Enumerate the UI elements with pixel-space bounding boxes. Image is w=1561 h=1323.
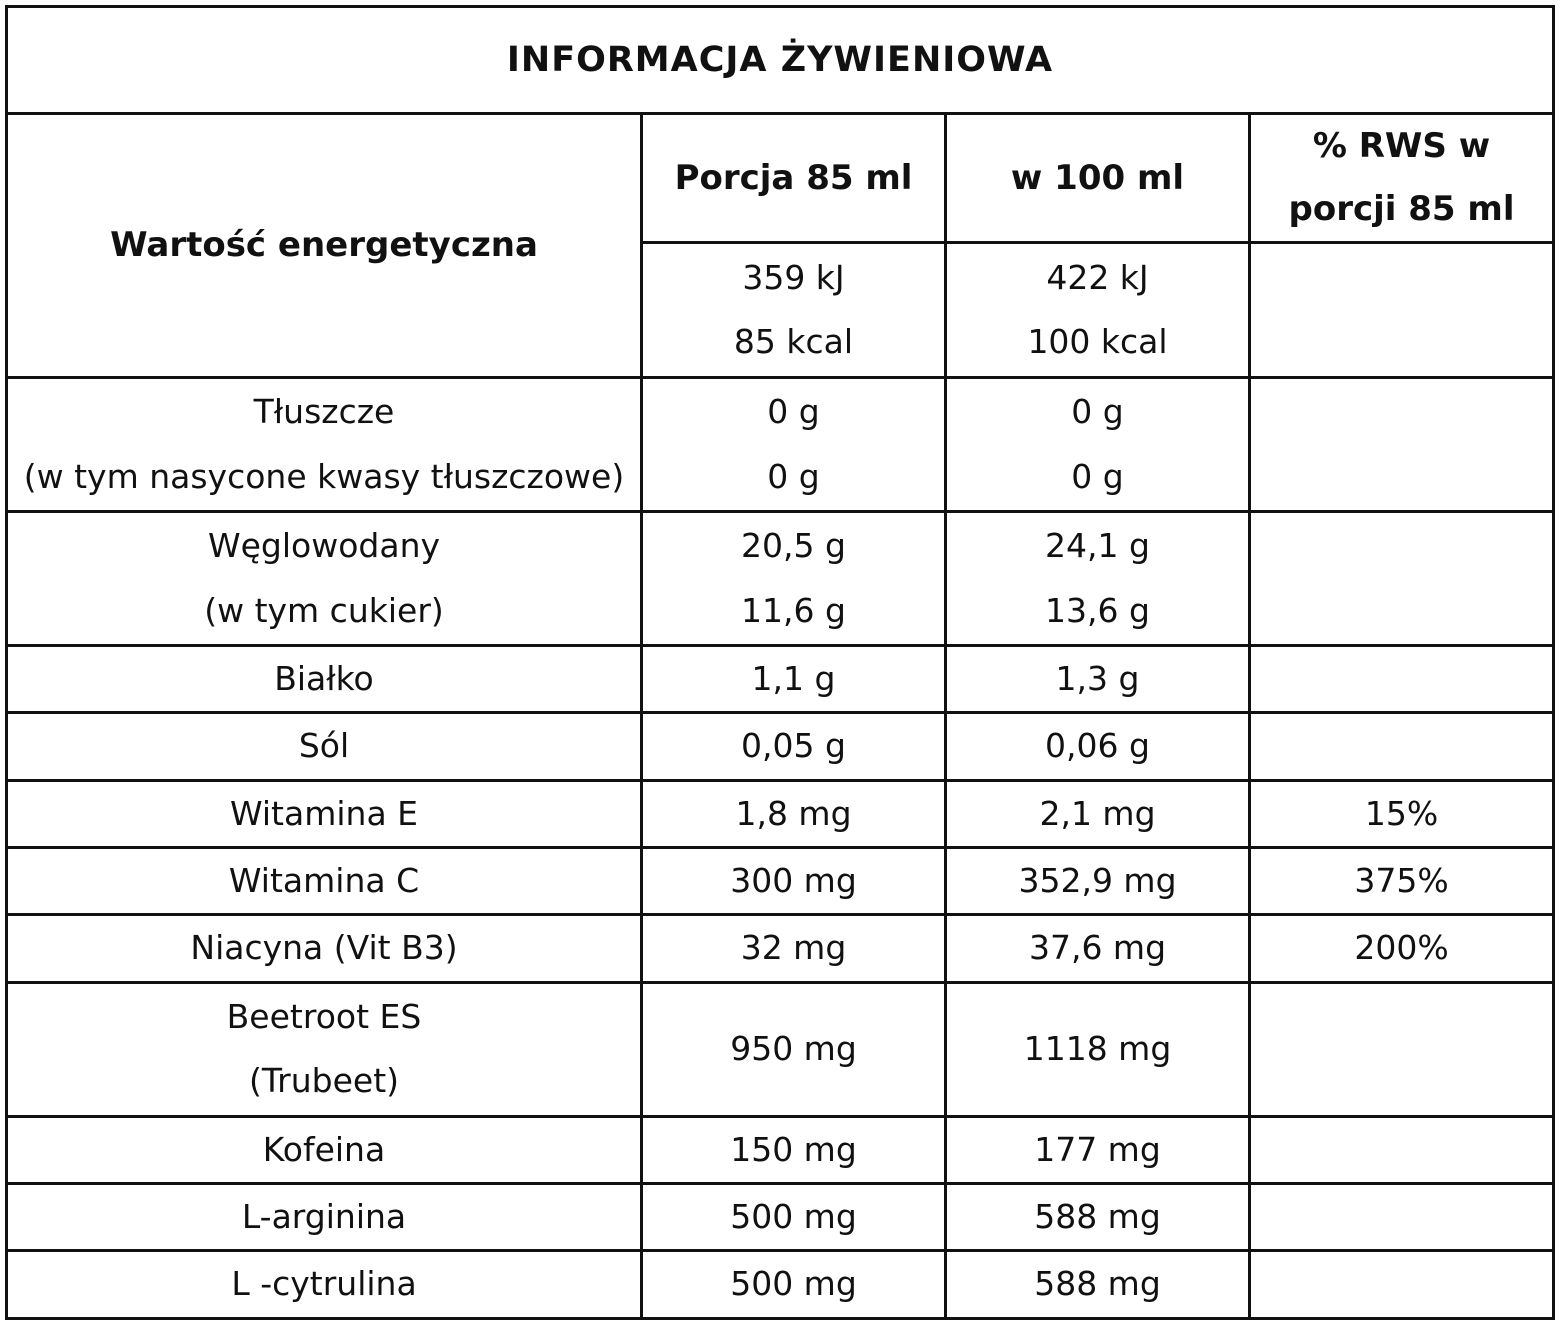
row-per100: 2,1 mg — [946, 780, 1250, 847]
table-row — [7, 982, 1554, 1116]
table-row — [7, 1116, 1554, 1183]
row-rws — [1250, 646, 1554, 713]
header-per100: w 100 ml — [946, 114, 1250, 243]
row-per100: 0,06 g — [946, 713, 1250, 780]
row-label — [7, 378, 642, 512]
row-rws — [1250, 1251, 1554, 1318]
row-portion: 32 mg — [642, 915, 946, 982]
table-row — [7, 1184, 1554, 1251]
row-portion: 300 mg — [642, 848, 946, 915]
row-portion: 150 mg — [642, 1116, 946, 1183]
row-rws — [1250, 982, 1554, 1116]
row-label — [7, 512, 642, 646]
row-per100: 1,3 g — [946, 646, 1250, 713]
row-portion: 1,8 mg — [642, 780, 946, 847]
header-portion: Porcja 85 ml — [642, 114, 946, 243]
row-per100-main: 24,1 g — [1045, 526, 1150, 566]
row-label-sub: (w tym cukier) — [204, 590, 444, 630]
row-label-main: Tłuszcze — [253, 392, 395, 432]
energy-per100-cell — [946, 243, 1250, 378]
row-label: Witamina C — [7, 848, 642, 915]
row-portion — [642, 378, 946, 512]
table-row — [7, 915, 1554, 982]
row-per100-sub: 0 g — [1071, 456, 1124, 496]
row-portion: 500 mg — [642, 1251, 946, 1318]
row-per100: 1118 mg — [946, 982, 1250, 1116]
row-per100: 588 mg — [946, 1184, 1250, 1251]
table-row — [7, 848, 1554, 915]
table-row — [7, 713, 1554, 780]
energy-rws-cell — [1250, 243, 1554, 378]
row-label: Witamina E — [7, 780, 642, 847]
row-label: Kofeina — [7, 1116, 642, 1183]
header-row — [7, 114, 1554, 243]
row-rws: 375% — [1250, 848, 1554, 915]
row-per100 — [946, 378, 1250, 512]
row-rws: 15% — [1250, 780, 1554, 847]
table-title: INFORMACJA ŻYWIENIOWA — [7, 7, 1554, 114]
row-label-sub: (w tym nasycone kwasy tłuszczowe) — [23, 456, 625, 496]
row-portion: 1,1 g — [642, 646, 946, 713]
row-portion-main: 0 g — [767, 392, 820, 432]
energy-portion-kcal: 85 kcal — [733, 322, 854, 361]
row-rws — [1250, 512, 1554, 646]
row-per100: 177 mg — [946, 1116, 1250, 1183]
row-rws — [1250, 1116, 1554, 1183]
title-row — [7, 7, 1554, 114]
row-rws — [1250, 713, 1554, 780]
row-label: Białko — [7, 646, 642, 713]
table-row — [7, 378, 1554, 512]
row-per100 — [946, 512, 1250, 646]
row-label-main: Węglowodany — [207, 526, 441, 566]
row-per100: 352,9 mg — [946, 848, 1250, 915]
energy-label: Wartość energetyczna — [7, 114, 642, 378]
energy-per100-kcal: 100 kcal — [1027, 322, 1168, 361]
row-portion: 950 mg — [642, 982, 946, 1116]
row-label: Niacyna (Vit B3) — [7, 915, 642, 982]
row-portion-main: 20,5 g — [741, 526, 846, 566]
row-label: L -cytrulina — [7, 1251, 642, 1318]
row-rws — [1250, 378, 1554, 512]
row-label-sub: (Trubeet) — [248, 1061, 400, 1101]
row-label-main: Beetroot ES — [226, 996, 422, 1036]
row-per100: 588 mg — [946, 1251, 1250, 1318]
row-label: Sól — [7, 713, 642, 780]
row-portion — [642, 512, 946, 646]
row-portion: 0,05 g — [642, 713, 946, 780]
table-row — [7, 512, 1554, 646]
energy-per100-kj: 422 kJ — [1046, 257, 1149, 297]
row-per100-sub: 13,6 g — [1045, 590, 1150, 630]
row-portion-sub: 11,6 g — [741, 590, 846, 630]
table-row — [7, 780, 1554, 847]
nutrition-table — [5, 5, 1555, 1320]
table-row — [7, 646, 1554, 713]
row-portion-sub: 0 g — [767, 456, 820, 496]
row-label: L-arginina — [7, 1184, 642, 1251]
row-per100-main: 0 g — [1071, 392, 1124, 432]
header-rws: % RWS w porcji 85 ml — [1250, 114, 1554, 243]
energy-portion-kj: 359 kJ — [742, 257, 845, 297]
row-label — [7, 982, 642, 1116]
row-per100: 37,6 mg — [946, 915, 1250, 982]
row-portion: 500 mg — [642, 1184, 946, 1251]
row-rws: 200% — [1250, 915, 1554, 982]
nutrition-table-container — [5, 5, 1552, 1316]
energy-portion-cell — [642, 243, 946, 378]
row-rws — [1250, 1184, 1554, 1251]
table-row — [7, 1251, 1554, 1318]
